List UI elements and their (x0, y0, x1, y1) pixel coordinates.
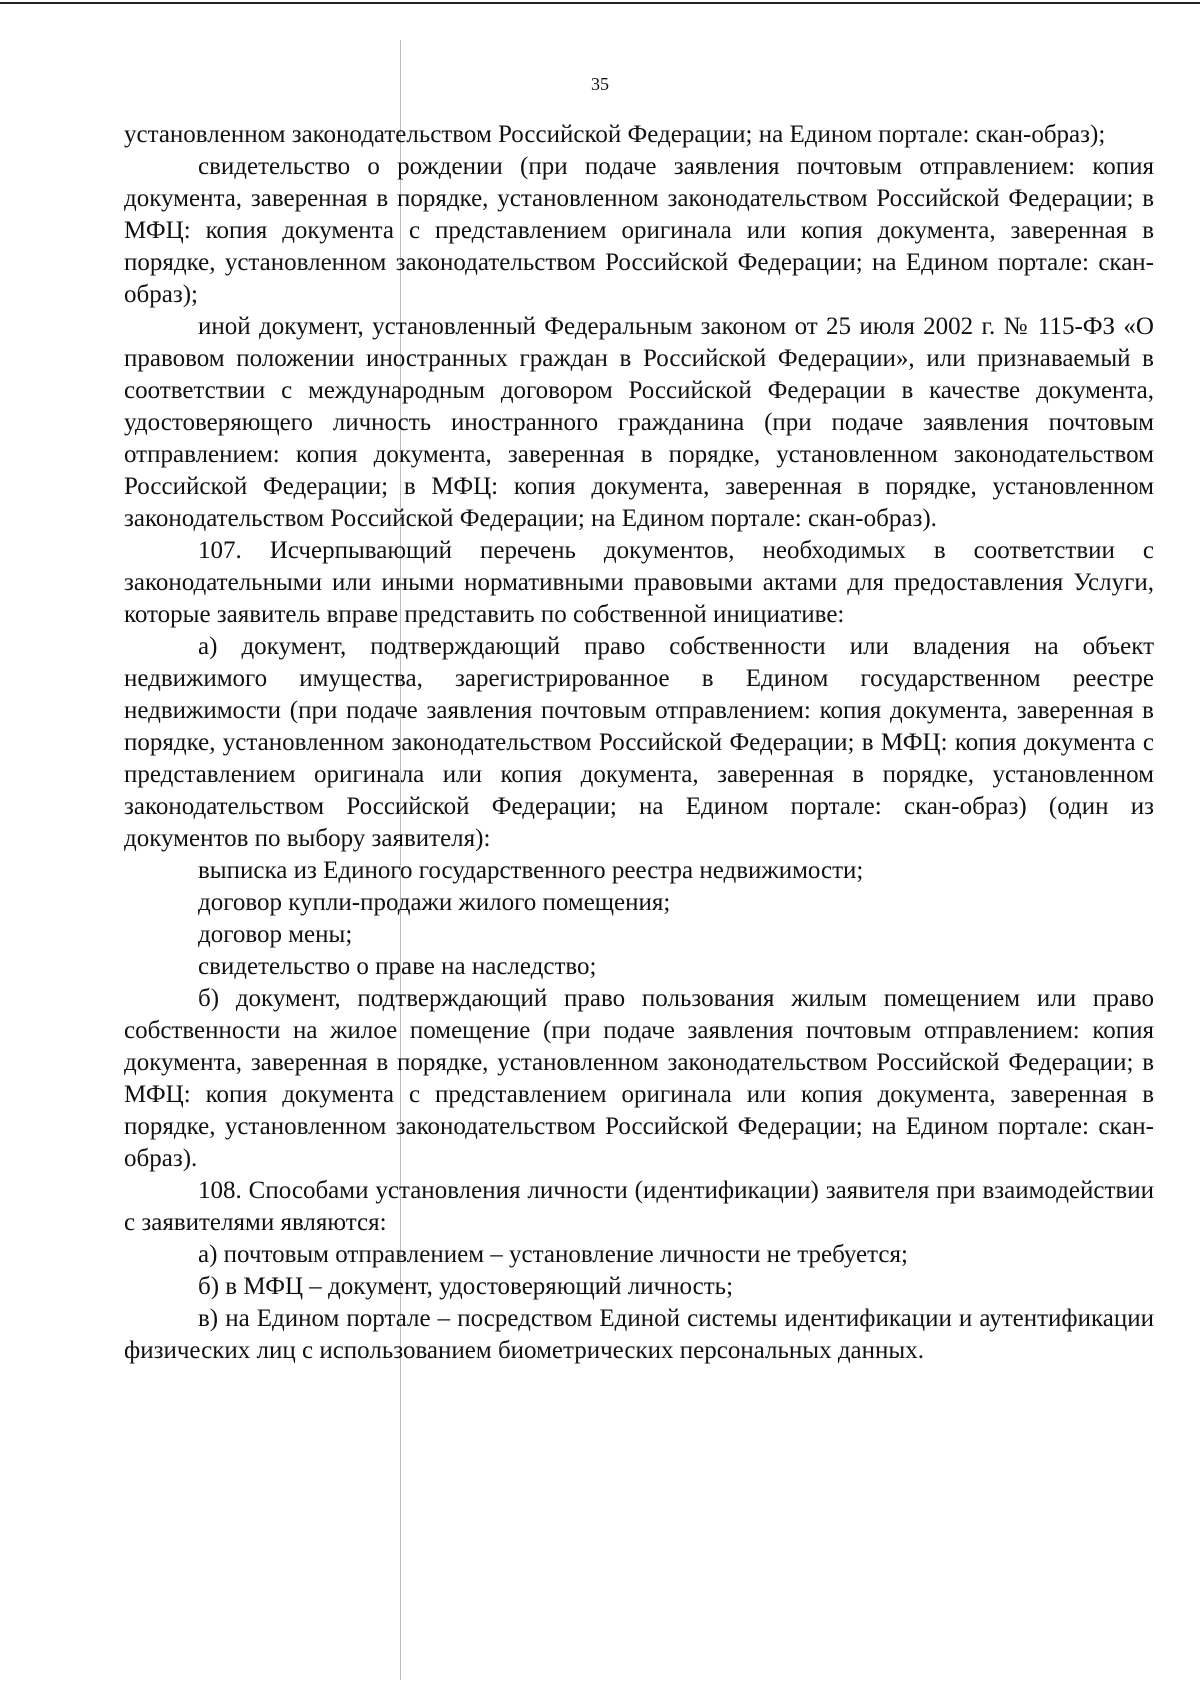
list-item-purchase-contract: договор купли-продажи жилого помещения; (198, 889, 671, 916)
paragraph-108-c: в) на Едином портале – посредством Единой системы идентификации и аутентификации физических лиц с использованием биометрических персональных данных. (124, 1305, 1154, 1364)
list-item-inheritance-certificate: свидетельство о праве на наследство; (198, 953, 597, 980)
paragraph-107: 107. Исчерпывающий перечень документов, необходимых в соответствии с законодательными или иными нормативными правовыми актами для предоставления Услуги, которые заявитель вправе представить по собственной инициативе: (124, 537, 1154, 628)
paragraph-108-b: б) в МФЦ – документ, удостоверяющий личность; (198, 1273, 734, 1300)
list-item-exchange-contract: договор мены; (198, 921, 353, 948)
paragraph-108: 108. Способами установления личности (идентификации) заявителя при взаимодействии с заявителями являются: (124, 1177, 1154, 1236)
top-edge-rule (0, 2, 1200, 4)
page-number: 35 (591, 74, 609, 94)
paragraph-108-a: а) почтовым отправлением – установление личности не требуется; (198, 1241, 908, 1268)
paragraph-birth-certificate: свидетельство о рождении (при подаче заявления почтовым отправлением: копия документа, заверенная в порядке, установленном законодательством Российской Федерации; в МФЦ: копия документа с представлением оригинала или копия документа, заверенная в порядке, установленном законодательством Российской Федерации; на Едином портале: скан-образ); (124, 153, 1154, 308)
paragraph-107-a: а) документ, подтверждающий право собственности или владения на объект недвижимого имущества, зарегистрированное в Едином государственном реестре недвижимости (при подаче заявления почтовым отправлением: копия документа, заверенная в порядке, установленном законодательством Российской Федерации; в МФЦ: копия документа с представлением оригинала или копия документа, заверенная в порядке, установленном законодательством Российской Федерации; на Едином портале: скан-образ) (один из документов по выбору заявителя): (124, 633, 1154, 852)
paragraph-107-b: б) документ, подтверждающий право пользования жилым помещением или право собственности на жилое помещение (при подаче заявления почтовым отправлением: копия документа, заверенная в порядке, установленном законодательством Российской Федерации; в МФЦ: копия документа с представлением оригинала или копия документа, заверенная в порядке, установленном законодательством Российской Федерации; на Едином портале: скан-образ). (124, 985, 1154, 1172)
paragraph-0: установленном законодательством Российской Федерации; на Едином портале: скан-образ); (124, 121, 1106, 148)
list-item-registry-extract: выписка из Единого государственного реестра недвижимости; (198, 857, 864, 884)
paragraph-foreign-id: иной документ, установленный Федеральным законом от 25 июля 2002 г. № 115-ФЗ «О правовом положении иностранных граждан в Российской Федерации», или признаваемый в соответствии с международным договором Российской Федерации в качестве документа, удостоверяющего личность иностранного гражданина (при подаче заявления почтовым отправлением: копия документа, заверенная в порядке, установленном законодательством Российской Федерации; в МФЦ: копия документа, заверенная в порядке, установленном законодательством Российской Федерации; на Едином портале: скан-образ). (124, 313, 1154, 532)
document-body (124, 119, 1154, 1367)
